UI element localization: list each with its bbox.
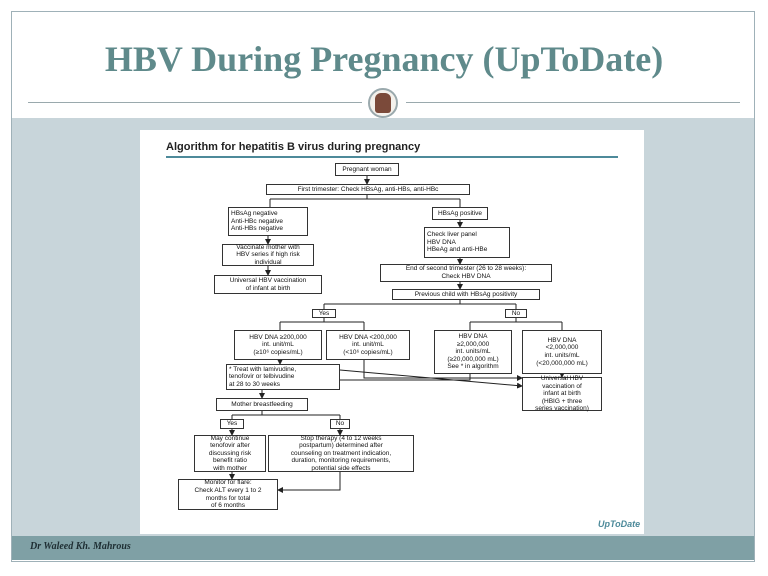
label-yes-breastfeeding: Yes <box>220 419 244 429</box>
node-dna-high-yes: HBV DNA ≥200,000 int. unit/mL (≥10⁶ copies/mL) <box>234 330 322 360</box>
node-liver-panel: Check liver panel HBV DNA HBeAg and anti-HBe <box>424 227 510 258</box>
node-universal-hbig: Universal HBV vaccination of infant at birth (HBIG + three series vaccination) <box>522 377 602 411</box>
label-no-previous-child: No <box>505 309 527 318</box>
node-mother-breastfeeding: Mother breastfeeding <box>216 398 308 411</box>
node-second-trimester: End of second trimester (26 to 28 weeks): Check HBV DNA <box>380 264 552 282</box>
node-hbsag-negative: HBsAg negative Anti-HBc negative Anti-HBs negative <box>228 207 308 236</box>
footer-bar <box>12 536 754 560</box>
label-no-breastfeeding: No <box>330 419 350 429</box>
edge-first-split <box>270 195 460 207</box>
algorithm-title: Algorithm for hepatitis B virus during pregnancy <box>166 141 421 153</box>
node-dna-high-no: HBV DNA ≥2,000,000 int. units/mL (≥20,000,000 mL) See * in algorithm <box>434 330 512 374</box>
footer-author: Dr Waleed Kh. Mahrous <box>30 541 131 552</box>
edge-yes-split <box>280 318 364 330</box>
node-dna-low-yes: HBV DNA <200,000 int. unit/mL (<10⁶ copies/mL) <box>326 330 410 360</box>
node-dna-low-no: HBV DNA <2,000,000 int. units/mL (<20,000,000 mL) <box>522 330 602 374</box>
edge-breast-split <box>232 411 340 419</box>
uptodate-logo: UpToDate <box>598 519 641 529</box>
node-universal-vaccination: Universal HBV vaccination of infant at birth <box>214 275 322 294</box>
node-may-continue: May continue tenofovir after discussing risk benefit ratio with mother <box>194 435 266 472</box>
edge-stop-monitor <box>278 472 340 490</box>
node-vaccinate-mother: Vaccinate mother with HBV series if high risk individual <box>222 244 314 266</box>
node-treat: * Treat with lamivudine, tenofovir or telbivudine at 28 to 30 weeks <box>226 364 340 390</box>
edge-nohigh-treat <box>340 374 470 380</box>
node-pregnant-woman: Pregnant woman <box>335 163 399 176</box>
edge-no-split <box>470 318 562 330</box>
node-first-trimester: First trimester: Check HBsAg, anti-HBs, anti-HBc <box>266 184 470 195</box>
node-stop-therapy: Stop therapy (4 to 12 weeks postpartum) determined after counseling on treatment indication, duration, monitoring requirements, potential side effects <box>268 435 414 472</box>
slide-title: HBV During Pregnancy (UpToDate) <box>104 39 664 79</box>
label-yes-previous-child: Yes <box>312 309 336 318</box>
node-previous-child: Previous child with HBsAg positivity <box>392 289 540 300</box>
node-monitor-flare: Monitor for flare: Check ALT every 1 to 2 months for total of 6 months <box>178 479 278 510</box>
edge-prev-split <box>324 300 516 309</box>
node-hbsag-positive: HBsAg positive <box>432 207 488 220</box>
